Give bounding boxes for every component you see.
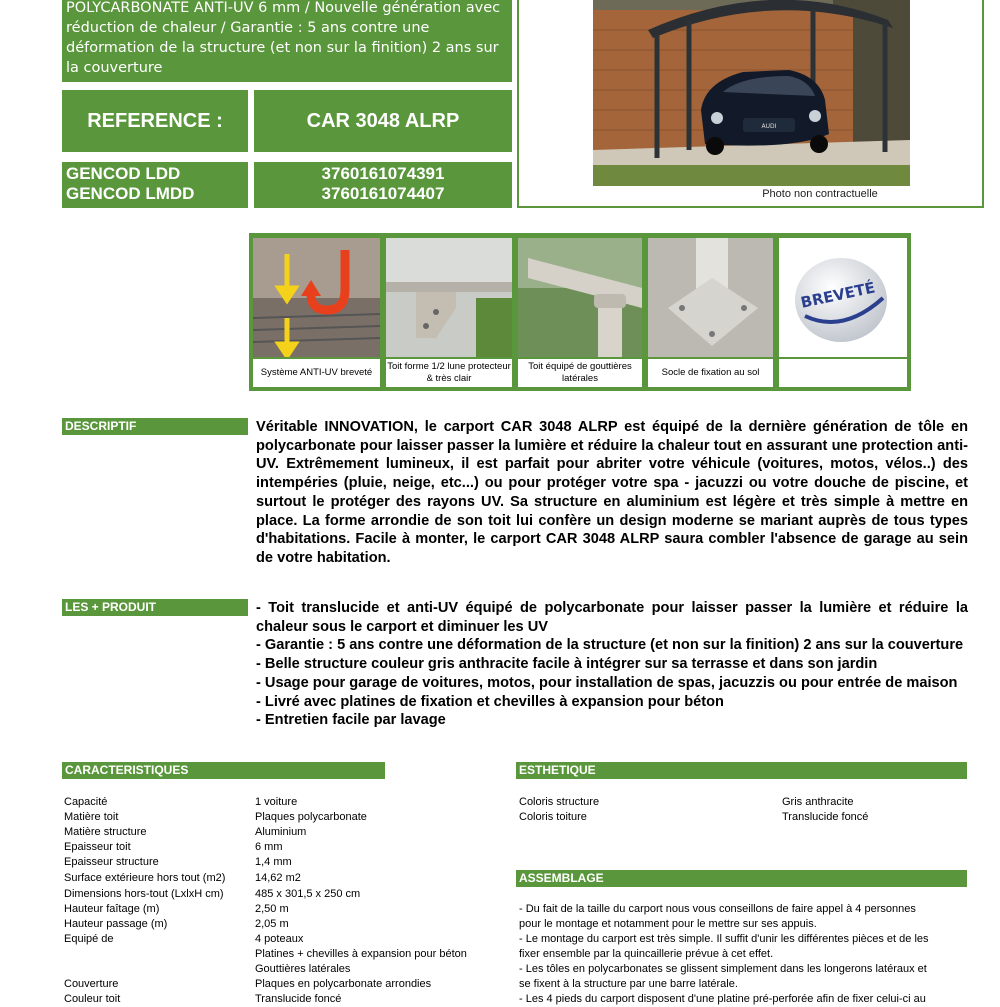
feature-image-gutters [518,238,642,357]
avantage-item: - Usage pour garage de voitures, motos, pour installation de spas, jacuzzis ou pour entrée de maison [256,674,958,691]
assemblage-line: - Le montage du carport est très simple. Il suffit d'unir les différentes pièces et de les [519,933,929,945]
feature-caption: Socle de fixation au sol [648,359,773,387]
avantages-title: LES + PRODUIT [62,599,248,616]
feature-caption [779,359,907,387]
spec-value: 485 x 301,5 x 250 cm [255,888,361,900]
caracteristiques-title: CARACTERISTIQUES [62,762,385,779]
feature-strip [249,233,911,391]
spec-value: 6 mm [255,841,283,853]
spec-label: Epaisseur structure [64,856,159,868]
top-description: POLYCARBONATE ANTI-UV 6 mm / Nouvelle génération avec réduction de chaleur / Garantie : 5 ans contre une déformation de la structure (et non sur la finition) 2 ans sur la couverture [62,0,512,82]
spec-value: Translucide foncé [255,993,342,1005]
gencod-values [254,162,512,208]
descriptif-text: Véritable INNOVATION, le carport CAR 3048 ALRP est équipé de la dernière génération de tôle en polycarbonate pour laisser passer la lumière et réduire la chaleur tout en assurant une protection anti-UV. Extrêmement lumineux, il est parfait pour abriter votre véhicule (voitures, motos, vélos..) des intempéries (pluie, neige, etc...) ou pour protéger votre spa - jacuzzi ou votre douche de piscine, et surtout le protéger des rayons UV. Sa structure en aluminium est légère et très simple à mettre en place. La forme arrondie de son toit lui confère un design moderne se mariant auprès de tous types d'habitations. Facile à monter, le carport CAR 3048 ALRP saura combler l'absence de garage au sein de votre habitation. [256,419,968,566]
gencod-labels [62,162,248,208]
spec-label: Matière structure [64,826,147,838]
feature-image-anti-uv [253,238,380,357]
assemblage-line: fixer ensemble par la quincaillerie prévue à cet effet. [519,948,774,960]
spec-value: Platines + chevilles à expansion pour béton [255,948,467,960]
spec-value: 1 voiture [255,796,298,808]
product-photo [593,0,910,186]
assemblage-line: - Les 4 pieds du carport disposent d'une platine pré-perforée afin de fixer celui-ci au [519,993,926,1005]
spec-label: Epaisseur toit [64,841,131,853]
spec-label: Hauteur faîtage (m) [64,903,160,915]
feature-caption: Toit équipé de gouttières latérales [518,359,642,387]
spec-value: 2,05 m [255,918,289,930]
spec-value: 2,50 m [255,903,289,915]
photo-caption: Photo non contractuelle [762,188,878,200]
descriptif-title: DESCRIPTIF [62,418,248,435]
spec-label: Capacité [64,796,108,808]
avantage-item: - Entretien facile par lavage [256,712,446,729]
assemblage-title: ASSEMBLAGE [516,870,967,887]
spec-label: Couverture [64,978,119,990]
gencod-ldd-label: GENCOD LDD [66,164,181,183]
avantage-item: - Livré avec platines de fixation et chevilles à expansion pour béton [256,693,724,710]
avantages-list [256,599,968,730]
esthetique-label: Coloris structure [519,796,600,808]
feature-caption: Toit forme 1/2 lune protecteur & très clair [386,359,512,387]
spec-value: Gouttières latérales [255,963,351,975]
car-brand-text: AUDI [761,123,777,130]
esthetique-title: ESTHETIQUE [516,762,967,779]
spec-label: Dimensions hors-tout (LxlxH cm) [64,888,224,900]
avantage-item: - Belle structure couleur gris anthracite facile à intégrer sur sa terrasse et dans son jardin [256,656,878,673]
spec-value: 1,4 mm [255,856,292,868]
gencod-ldd-value: 3760161074391 [321,164,445,183]
spec-value: Aluminium [255,826,307,838]
feature-image-roof [386,238,512,357]
assemblage-line: - Du fait de la taille du carport nous vous conseillons de faire appel à 4 personnes [519,903,916,915]
spec-label: Equipé de [64,933,114,945]
esthetique-label: Coloris toiture [519,811,587,823]
spec-label: Hauteur passage (m) [64,918,168,930]
assemblage-line: - Les tôles en polycarbonates se glissent simplement dans les longerons latéraux et [519,963,927,975]
feature-caption: Système ANTI-UV breveté [253,359,380,387]
spec-value: Plaques polycarbonate [255,811,367,823]
esthetique-value: Gris anthracite [782,796,854,808]
avantage-item: - Garantie : 5 ans contre une déformation de la structure (et non sur la finition) 2 ans sur la couverture [256,637,964,654]
badge-text: BREVETÉ [799,278,877,312]
patent-badge [779,238,907,357]
gencod-lmdd-label: GENCOD LMDD [66,184,195,203]
reference-value: CAR 3048 ALRP [254,90,512,152]
esthetique-value: Translucide foncé [782,811,869,823]
spec-value: 14,62 m2 [255,872,301,884]
assemblage-line: se fixent à la structure par une barre latérale. [519,978,738,990]
reference-label: REFERENCE : [62,90,248,152]
spec-label: Surface extérieure hors tout (m2) [64,872,226,884]
spec-label: Couleur toit [64,993,121,1005]
assemblage-line: pour le montage et notamment pour le mettre sur ses appuis. [519,918,817,930]
feature-image-base [648,238,773,357]
spec-label: Matière toit [64,811,119,823]
spec-value: Plaques en polycarbonate arrondies [255,978,432,990]
gencod-lmdd-value: 3760161074407 [321,184,445,203]
spec-value: 4 poteaux [255,933,304,945]
avantage-item: - Toit translucide et anti-UV équipé de polycarbonate pour laisser passer la lumière et réduire la chaleur sous le carport et diminuer les UV [256,600,968,635]
